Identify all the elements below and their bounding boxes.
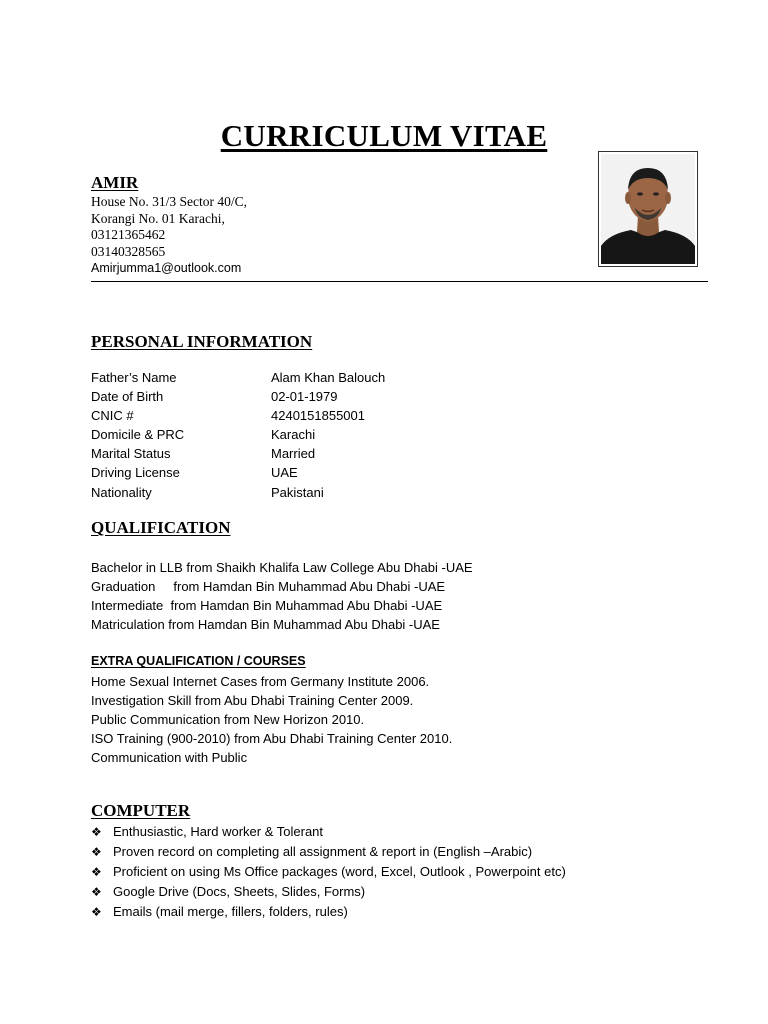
address-line-1: House No. 31/3 Sector 40/C, — [91, 194, 247, 209]
list-item-text: Proven record on completing all assignment & report in (English –Arabic) — [113, 844, 533, 859]
list-item-text: Emails (mail merge, fillers, folders, rules) — [113, 904, 348, 919]
list-item — [91, 842, 566, 862]
list-item-text: Google Drive (Docs, Sheets, Slides, Forms) — [113, 884, 366, 899]
list-item: Home Sexual Internet Cases from Germany Institute 2006. — [91, 674, 430, 689]
table-row — [91, 387, 385, 406]
row-value: UAE — [271, 465, 298, 481]
profile-photo-image — [601, 154, 695, 264]
row-label: Marital Status — [91, 446, 171, 462]
phone-2: 03140328565 — [91, 243, 166, 259]
list-item: Intermediate from Hamdan Bin Muhammad Abu Dhabi -UAE — [91, 598, 443, 614]
list-item — [91, 822, 566, 842]
diamond-bullet-icon: ❖ — [91, 905, 102, 919]
table-row — [91, 463, 385, 482]
computer-skills-list — [91, 822, 566, 922]
row-label: Date of Birth — [91, 389, 164, 405]
list-item — [91, 902, 566, 922]
personal-info-table — [91, 368, 385, 502]
address-line-2: Korangi No. 01 Karachi, — [91, 210, 225, 226]
row-label: Domicile & PRC — [91, 427, 185, 443]
row-value: Alam Khan Balouch — [271, 370, 386, 385]
phone-1: 03121365462 — [91, 227, 166, 243]
diamond-bullet-icon: ❖ — [91, 885, 102, 899]
contact-block — [91, 172, 247, 277]
table-row — [91, 368, 385, 387]
table-row — [91, 444, 385, 463]
row-value: 4240151855001 — [271, 408, 365, 424]
row-label: CNIC # — [91, 408, 134, 424]
row-label: Nationality — [91, 484, 152, 500]
diamond-bullet-icon: ❖ — [91, 845, 102, 859]
qualification-heading: QUALIFICATION — [91, 518, 231, 537]
candidate-name: AMIR — [91, 173, 139, 192]
table-row — [91, 483, 385, 502]
list-item: Bachelor in LLB from Shaikh Khalifa Law College Abu Dhabi -UAE — [91, 560, 473, 575]
table-row — [91, 425, 385, 444]
list-item — [91, 862, 566, 882]
diamond-bullet-icon: ❖ — [91, 825, 102, 839]
row-label: Driving License — [91, 465, 180, 481]
document-title: CURRICULUM VITAE — [220, 118, 548, 153]
extra-qualification-list — [91, 672, 452, 767]
row-label: Father’s Name — [91, 370, 177, 385]
computer-heading: COMPUTER — [91, 801, 191, 820]
list-item: Communication with Public — [91, 750, 248, 766]
list-item: Matriculation from Hamdan Bin Muhammad Abu Dhabi -UAE — [91, 617, 440, 633]
list-item: ISO Training (900-2010) from Abu Dhabi Training Center 2010. — [91, 731, 453, 747]
list-item: Public Communication from New Horizon 2010. — [91, 712, 365, 728]
email-address: Amirjumma1@outlook.com — [91, 261, 242, 276]
header-divider — [91, 281, 708, 282]
diamond-bullet-icon: ❖ — [91, 865, 102, 879]
row-value: 02-01-1979 — [271, 389, 338, 405]
list-item: Graduation from Hamdan Bin Muhammad Abu Dhabi -UAE — [91, 579, 446, 595]
extra-qualification-heading: EXTRA QUALIFICATION / COURSES — [91, 654, 306, 668]
row-value: Karachi — [271, 427, 316, 443]
qualification-list — [91, 558, 473, 634]
row-value: Pakistani — [271, 484, 324, 500]
list-item: Investigation Skill from Abu Dhabi Training Center 2009. — [91, 693, 414, 709]
profile-photo — [598, 151, 698, 267]
list-item-text: Enthusiastic, Hard worker & Tolerant — [113, 824, 324, 839]
list-item-text: Proficient on using Ms Office packages (word, Excel, Outlook , Powerpoint etc) — [113, 864, 566, 879]
list-item — [91, 882, 566, 902]
table-row — [91, 406, 385, 425]
personal-info-heading: PERSONAL INFORMATION — [91, 332, 313, 351]
row-value: Married — [271, 446, 316, 462]
